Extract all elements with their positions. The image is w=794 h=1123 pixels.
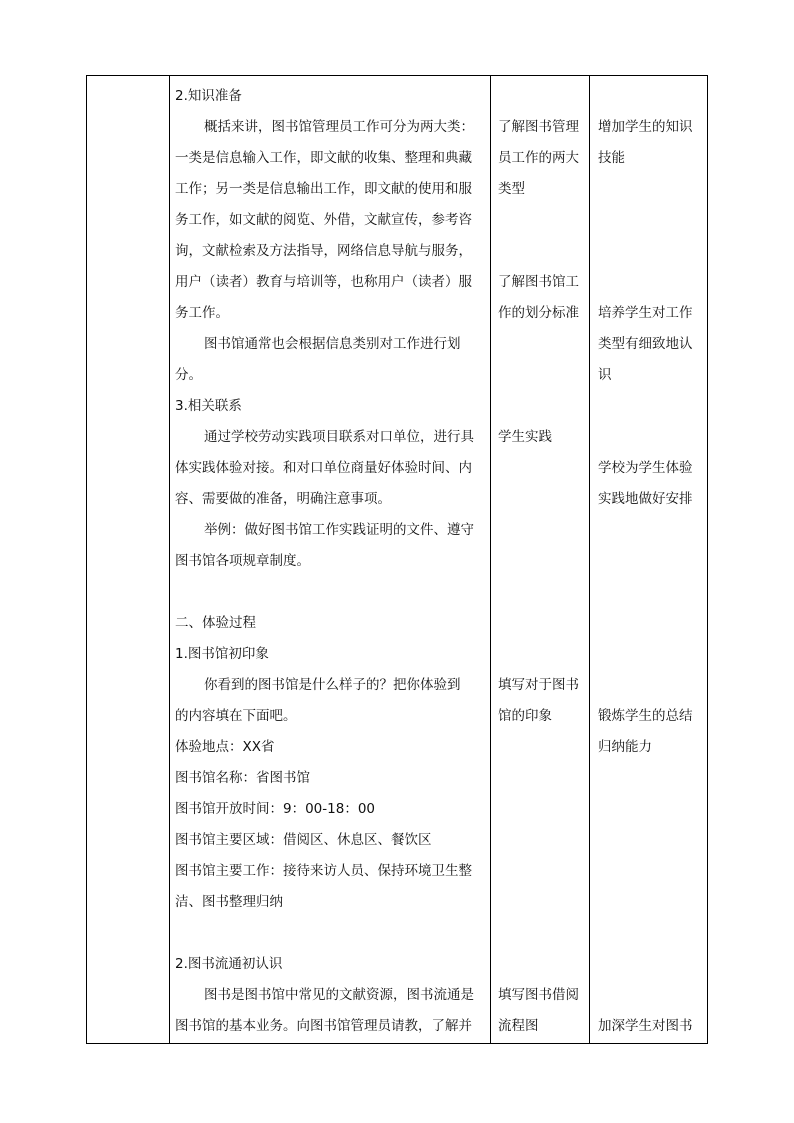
- design-intent-column: [590, 76, 707, 1043]
- content-line: 图书馆名称：省图书馆: [175, 770, 310, 786]
- content-line: 的内容填在下面吧。: [175, 708, 297, 724]
- intent-line: 类型有细致地认: [598, 336, 693, 352]
- content-line: 询，文献检索及方法指导，网络信息导航与服务，: [175, 243, 472, 259]
- content-column: [170, 76, 490, 1043]
- lesson-plan-table: [86, 75, 708, 1044]
- content-line: 分。: [175, 367, 202, 383]
- content-line: 图书馆通常也会根据信息类别对工作进行划: [204, 336, 461, 352]
- activity-line: 了解图书管理: [498, 119, 579, 135]
- content-line: 图书馆开放时间：9：00-18：00: [175, 801, 375, 817]
- activity-line: 填写对于图书: [498, 677, 579, 693]
- content-line: 体实践体验对接。和对口单位商量好体验时间、内: [175, 460, 472, 476]
- activity-line: 类型: [498, 181, 525, 197]
- content-line: 3.相关联系: [175, 398, 242, 414]
- content-line: 工作；另一类是信息输出工作，即文献的使用和服: [175, 181, 472, 197]
- activity-line: 了解图书馆工: [498, 274, 579, 290]
- activity-line: 馆的印象: [498, 708, 552, 724]
- content-line: 图书馆的基本业务。向图书馆管理员请教，了解并: [175, 1018, 472, 1034]
- content-line: 2.知识准备: [175, 88, 242, 104]
- intent-line: 培养学生对工作: [598, 305, 693, 321]
- content-line: 概括来讲，图书馆管理员工作可分为两大类：: [204, 119, 474, 135]
- content-line: 一类是信息输入工作，即文献的收集、整理和典藏: [175, 150, 472, 166]
- content-line: 2.图书流通初认识: [175, 956, 283, 972]
- content-line: 务工作。: [175, 305, 229, 321]
- content-line: 图书馆各项规章制度。: [175, 553, 310, 569]
- content-line: 体验地点：XX省: [175, 739, 275, 755]
- content-line: 图书馆主要工作：接待来访人员、保持环境卫生整: [175, 863, 472, 879]
- content-line: 1.图书馆初印象: [175, 646, 269, 662]
- student-activity-column: [491, 76, 589, 1043]
- intent-line: 增加学生的知识: [598, 119, 693, 135]
- intent-line: 实践地做好安排: [598, 491, 693, 507]
- activity-line: 流程图: [498, 1018, 539, 1034]
- stage-column: [87, 76, 169, 1043]
- activity-line: 填写图书借阅: [498, 987, 579, 1003]
- content-line: 通过学校劳动实践项目联系对口单位，进行具: [204, 429, 474, 445]
- content-line: 务工作，如文献的阅览、外借，文献宣传，参考咨: [175, 212, 472, 228]
- content-line: 洁、图书整理归纳: [175, 894, 283, 910]
- intent-line: 学校为学生体验: [598, 460, 693, 476]
- intent-line: 归纳能力: [598, 739, 652, 755]
- content-line: 容、需要做的准备，明确注意事项。: [175, 491, 391, 507]
- intent-line: 技能: [598, 150, 625, 166]
- activity-line: 作的划分标准: [498, 305, 579, 321]
- content-line: 图书是图书馆中常见的文献资源，图书流通是: [204, 987, 474, 1003]
- content-line: 举例：做好图书馆工作实践证明的文件、遵守: [204, 522, 474, 538]
- intent-line: 加深学生对图书: [598, 1018, 693, 1034]
- activity-line: 学生实践: [498, 429, 552, 445]
- intent-line: 锻炼学生的总结: [598, 708, 693, 724]
- content-line: 图书馆主要区域：借阅区、休息区、餐饮区: [175, 832, 432, 848]
- content-line: 二、体验过程: [175, 615, 256, 631]
- activity-line: 员工作的两大: [498, 150, 579, 166]
- content-line: 用户（读者）教育与培训等，也称用户（读者）服: [175, 274, 472, 290]
- intent-line: 识: [598, 367, 612, 383]
- content-line: 你看到的图书馆是什么样子的？把你体验到: [204, 677, 461, 693]
